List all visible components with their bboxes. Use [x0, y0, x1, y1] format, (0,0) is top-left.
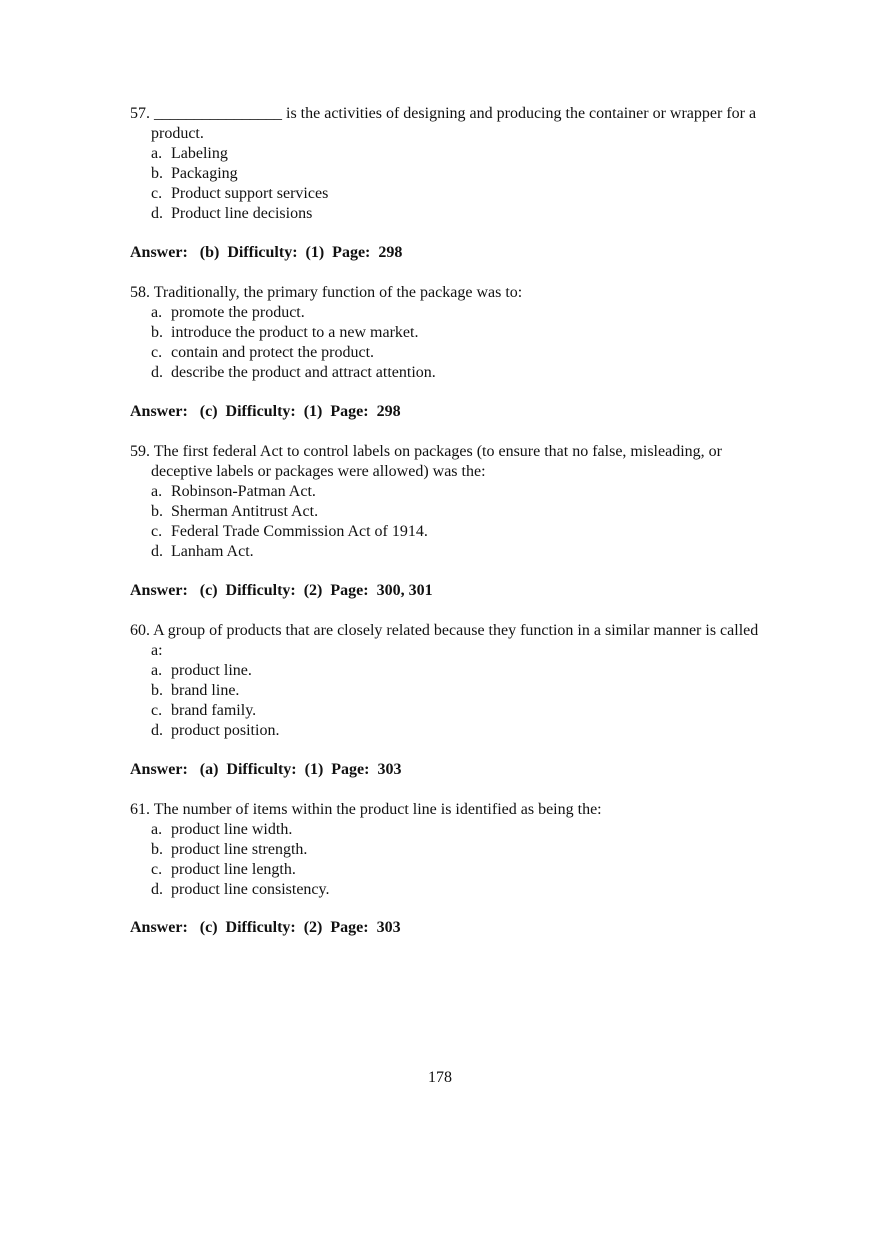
question-61: [130, 800, 770, 900]
option-letter: a.: [151, 662, 163, 679]
option-text: product line consistency.: [171, 881, 330, 898]
option-letter: b.: [151, 503, 163, 520]
option-c: [151, 860, 770, 880]
option-letter: c.: [151, 523, 163, 540]
option-letter: c.: [151, 185, 163, 202]
question-stem: 60. A group of products that are closely related because they function in a similar manner is called a:: [130, 622, 759, 659]
option-list: [130, 820, 770, 900]
option-c: [151, 701, 770, 721]
option-text: describe the product and attract attention.: [171, 364, 436, 381]
option-text: Robinson-Patman Act.: [171, 483, 316, 500]
option-letter: b.: [151, 324, 163, 341]
option-letter: b.: [151, 165, 163, 182]
option-letter: d.: [151, 881, 163, 898]
option-b: [151, 164, 770, 184]
option-text: Lanham Act.: [171, 543, 254, 560]
option-b: [151, 840, 770, 860]
option-letter: d.: [151, 364, 163, 381]
option-text: brand line.: [171, 682, 240, 699]
option-text: Federal Trade Commission Act of 1914.: [171, 523, 428, 540]
option-list: [130, 482, 770, 562]
answer-60: Answer: (a) Difficulty: (1) Page: 303: [130, 761, 402, 778]
option-list: [130, 303, 770, 383]
option-a: [151, 303, 770, 323]
option-letter: c.: [151, 702, 163, 719]
option-a: [151, 661, 770, 681]
option-letter: d.: [151, 543, 163, 560]
option-d: [151, 363, 770, 383]
option-letter: a.: [151, 821, 163, 838]
option-text: product line.: [171, 662, 252, 679]
option-letter: b.: [151, 841, 163, 858]
option-d: [151, 204, 770, 224]
option-letter: d.: [151, 722, 163, 739]
option-a: [151, 482, 770, 502]
question-58: [130, 283, 770, 383]
page-number: 178: [428, 1069, 452, 1086]
option-d: [151, 721, 770, 741]
option-b: [151, 681, 770, 701]
question-57: [130, 104, 770, 224]
option-text: promote the product.: [171, 304, 305, 321]
option-text: Sherman Antitrust Act.: [171, 503, 319, 520]
answer-61: Answer: (c) Difficulty: (2) Page: 303: [130, 919, 401, 936]
option-letter: c.: [151, 861, 163, 878]
answer-59: Answer: (c) Difficulty: (2) Page: 300, 301: [130, 582, 433, 599]
option-list: [130, 661, 770, 741]
option-letter: d.: [151, 205, 163, 222]
option-c: [151, 343, 770, 363]
option-text: Product line decisions: [171, 205, 313, 222]
option-c: [151, 184, 770, 204]
option-text: brand family.: [171, 702, 257, 719]
option-letter: a.: [151, 145, 163, 162]
option-letter: b.: [151, 682, 163, 699]
option-text: introduce the product to a new market.: [171, 324, 419, 341]
option-list: [130, 144, 770, 224]
option-c: [151, 522, 770, 542]
answer-58: Answer: (c) Difficulty: (1) Page: 298: [130, 403, 401, 420]
option-letter: a.: [151, 483, 163, 500]
question-stem: 57. ________________ is the activities of designing and producing the container or wrapper for a product.: [130, 105, 757, 142]
option-b: [151, 502, 770, 522]
option-text: Packaging: [171, 165, 238, 182]
option-a: [151, 820, 770, 840]
answer-57: Answer: (b) Difficulty: (1) Page: 298: [130, 244, 403, 261]
option-b: [151, 323, 770, 343]
option-letter: c.: [151, 344, 163, 361]
option-text: product line length.: [171, 861, 296, 878]
option-text: Product support services: [171, 185, 329, 202]
option-text: product line width.: [171, 821, 293, 838]
option-a: [151, 144, 770, 164]
option-text: product line strength.: [171, 841, 308, 858]
option-d: [151, 880, 770, 900]
option-text: product position.: [171, 722, 280, 739]
question-59: [130, 442, 770, 562]
question-stem: 59. The first federal Act to control labels on packages (to ensure that no false, misleading, or deceptive labels or packages were allowed) was the:: [130, 443, 722, 480]
option-letter: a.: [151, 304, 163, 321]
option-text: contain and protect the product.: [171, 344, 375, 361]
question-60: [130, 621, 770, 741]
question-stem: 61. The number of items within the product line is identified as being the:: [130, 801, 602, 818]
question-stem: 58. Traditionally, the primary function of the package was to:: [130, 284, 523, 301]
option-d: [151, 542, 770, 562]
option-text: Labeling: [171, 145, 228, 162]
